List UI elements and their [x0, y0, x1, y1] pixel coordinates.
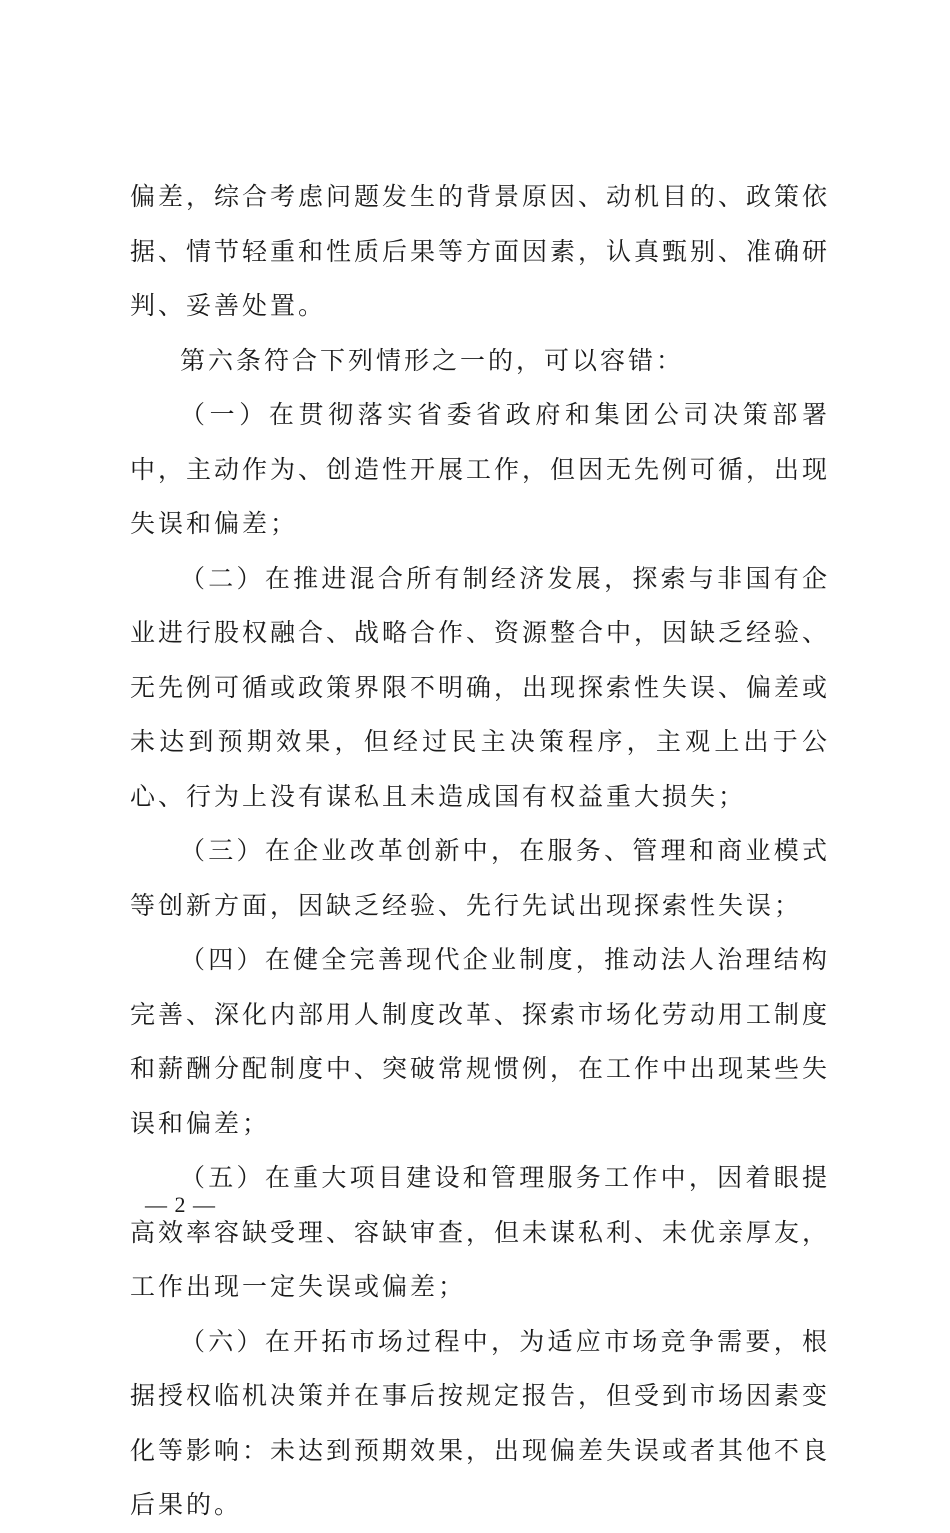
clause-2: （二）在推进混合所有制经济发展，探索与非国有企业进行股权融合、战略合作、资源整合中，因缺乏经验、无先例可循或政策界限不明确，出现探索性失误、偏差或未达到预期效果，但经过民主决策程序，主观上出于公心、行为上没有谋私且未造成国有权益重大损失；: [130, 563, 831, 811]
paragraph-continuation: 偏差，综合考虑问题发生的背景原因、动机目的、政策依据、情节轻重和性质后果等方面因素，认真甄别、准确研判、妥善处置。: [130, 182, 831, 320]
clause-5: （五）在重大项目建设和管理服务工作中，因着眼提高效率容缺受理、容缺审查，但未谋私利、未优亲厚友，工作出现一定失误或偏差；: [130, 1163, 831, 1301]
article-six-heading: 第六条符合下列情形之一的，可以容错：: [180, 345, 685, 375]
document-body: [130, 170, 830, 1533]
clause-6: （六）在开拓市场过程中，为适应市场竞争需要，根据授权临机决策并在事后按规定报告，但受到市场因素变化等影响：未达到预期效果，出现偏差失误或者其他不良后果的。: [130, 1326, 831, 1519]
clause-4: （四）在健全完善现代企业制度，推动法人治理结构完善、深化内部用人制度改革、探索市场化劳动用工制度和薪酬分配制度中、突破常规惯例，在工作中出现某些失误和偏差；: [130, 945, 831, 1138]
page-number: — 2 —: [145, 1192, 216, 1217]
clause-1: （一）在贯彻落实省委省政府和集团公司决策部署中，主动作为、创造性开展工作，但因无先例可循，出现失误和偏差；: [130, 400, 831, 538]
clause-3: （三）在企业改革创新中，在服务、管理和商业模式等创新方面，因缺乏经验、先行先试出现探索性失误；: [130, 836, 830, 920]
